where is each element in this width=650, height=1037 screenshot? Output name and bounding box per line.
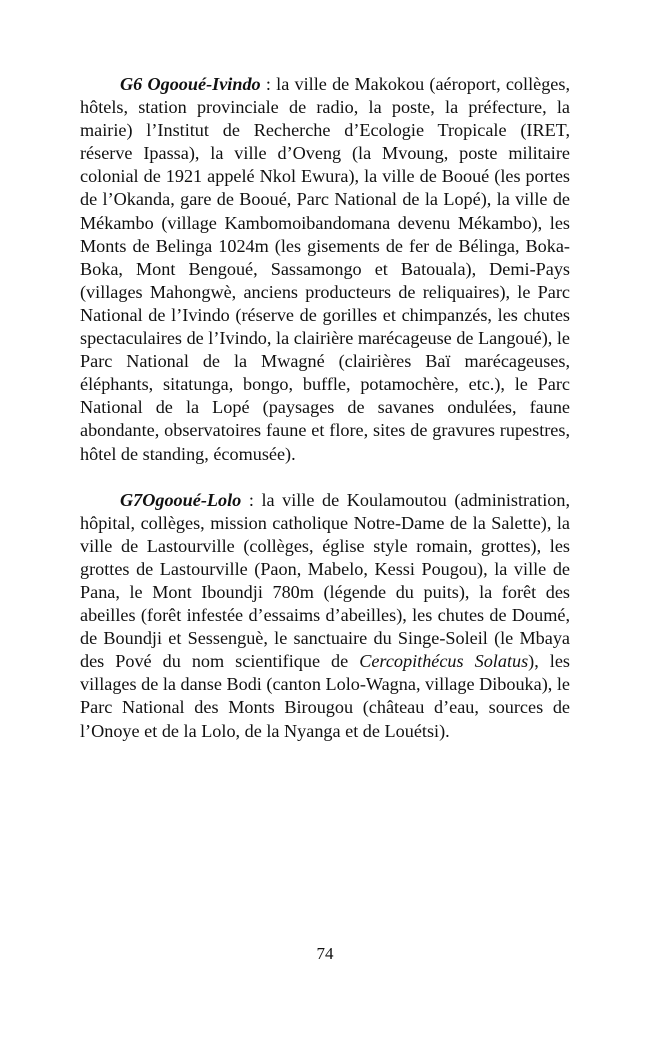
- section-g6-text: la ville de Makokou (aéroport, collèges, hôtels, station provinciale de radio, la poste, la préfecture, la mairie) l’Institut de Recherche d’Ecologie Tropicale (IRET, réserve Ipassa), la ville d’Oveng (la Mvoung, poste militaire colonial de 1921 appelé Nkol Ewura), la ville de Booué (les portes de l’Okanda, gare de Booué, Parc National de la Lopé), la ville de Mékambo (village Kambomoibandomana devenu Mékambo), les Monts de Belinga 1024m (les gisements de fer de Bélinga, Boka-Boka, Mont Bengoué, Sassamongo et Batouala), Demi-Pays (villages Mahongwè, anciens producteurs de reliquaires), le Parc National de l’Ivindo (réserve de gorilles et chimpanzés, les chutes spectaculaires de l’Ivindo, la clairière marécageuse de Langoué), le Parc National de la Mwagné (clairières Baï marécageuses, éléphants, sitatunga, bongo, buffle, potamochère, etc.), le Parc National de la Lopé (paysages de savanes ondulées, faune abondante, observatoires faune et flore, sites de gravures rupestres, hôtel de standing, écomusée).: [80, 74, 570, 464]
- section-g7-separator: :: [241, 489, 262, 510]
- section-g7-paragraph: [80, 489, 570, 743]
- section-g7-scientific-name: Cercopithécus Solatus: [359, 651, 529, 672]
- section-g6-heading: G6 Ogooué-Ivindo: [120, 74, 261, 94]
- section-g6-paragraph: [80, 73, 570, 466]
- page-body: [80, 73, 570, 743]
- section-g7-text: la ville de Koulamoutou (administration, hôpital, collèges, mission catholique Notre-Dame de la Salette), la ville de Lastourville (collèges, église style romain, grottes), les grottes de Lastourville (Paon, Mabelo, Kessi Pougou), la ville de Pana, le Mont Iboundji 780m (légende du puits), la forêt des abeilles (forêt infestée d’essaims d’abeilles), les chutes de Doumé, de Boundji et Sessenguè, le sanctuaire du Singe-Soleil (le Mbaya des Pové du nom scientifique de: [80, 489, 570, 672]
- section-g7-heading: G7Ogooué-Lolo: [120, 489, 242, 510]
- section-g7-text-end: ), les villages de la danse Bodi (canton Lolo-Wagna, village Dibouka), le Parc National des Monts Birougou (château d’eau, sources de l’Onoye et de la Lolo, de la Nyanga et de Louétsi).: [80, 651, 570, 741]
- section-g6-separator: :: [260, 74, 277, 94]
- page-number: 74: [316, 944, 334, 963]
